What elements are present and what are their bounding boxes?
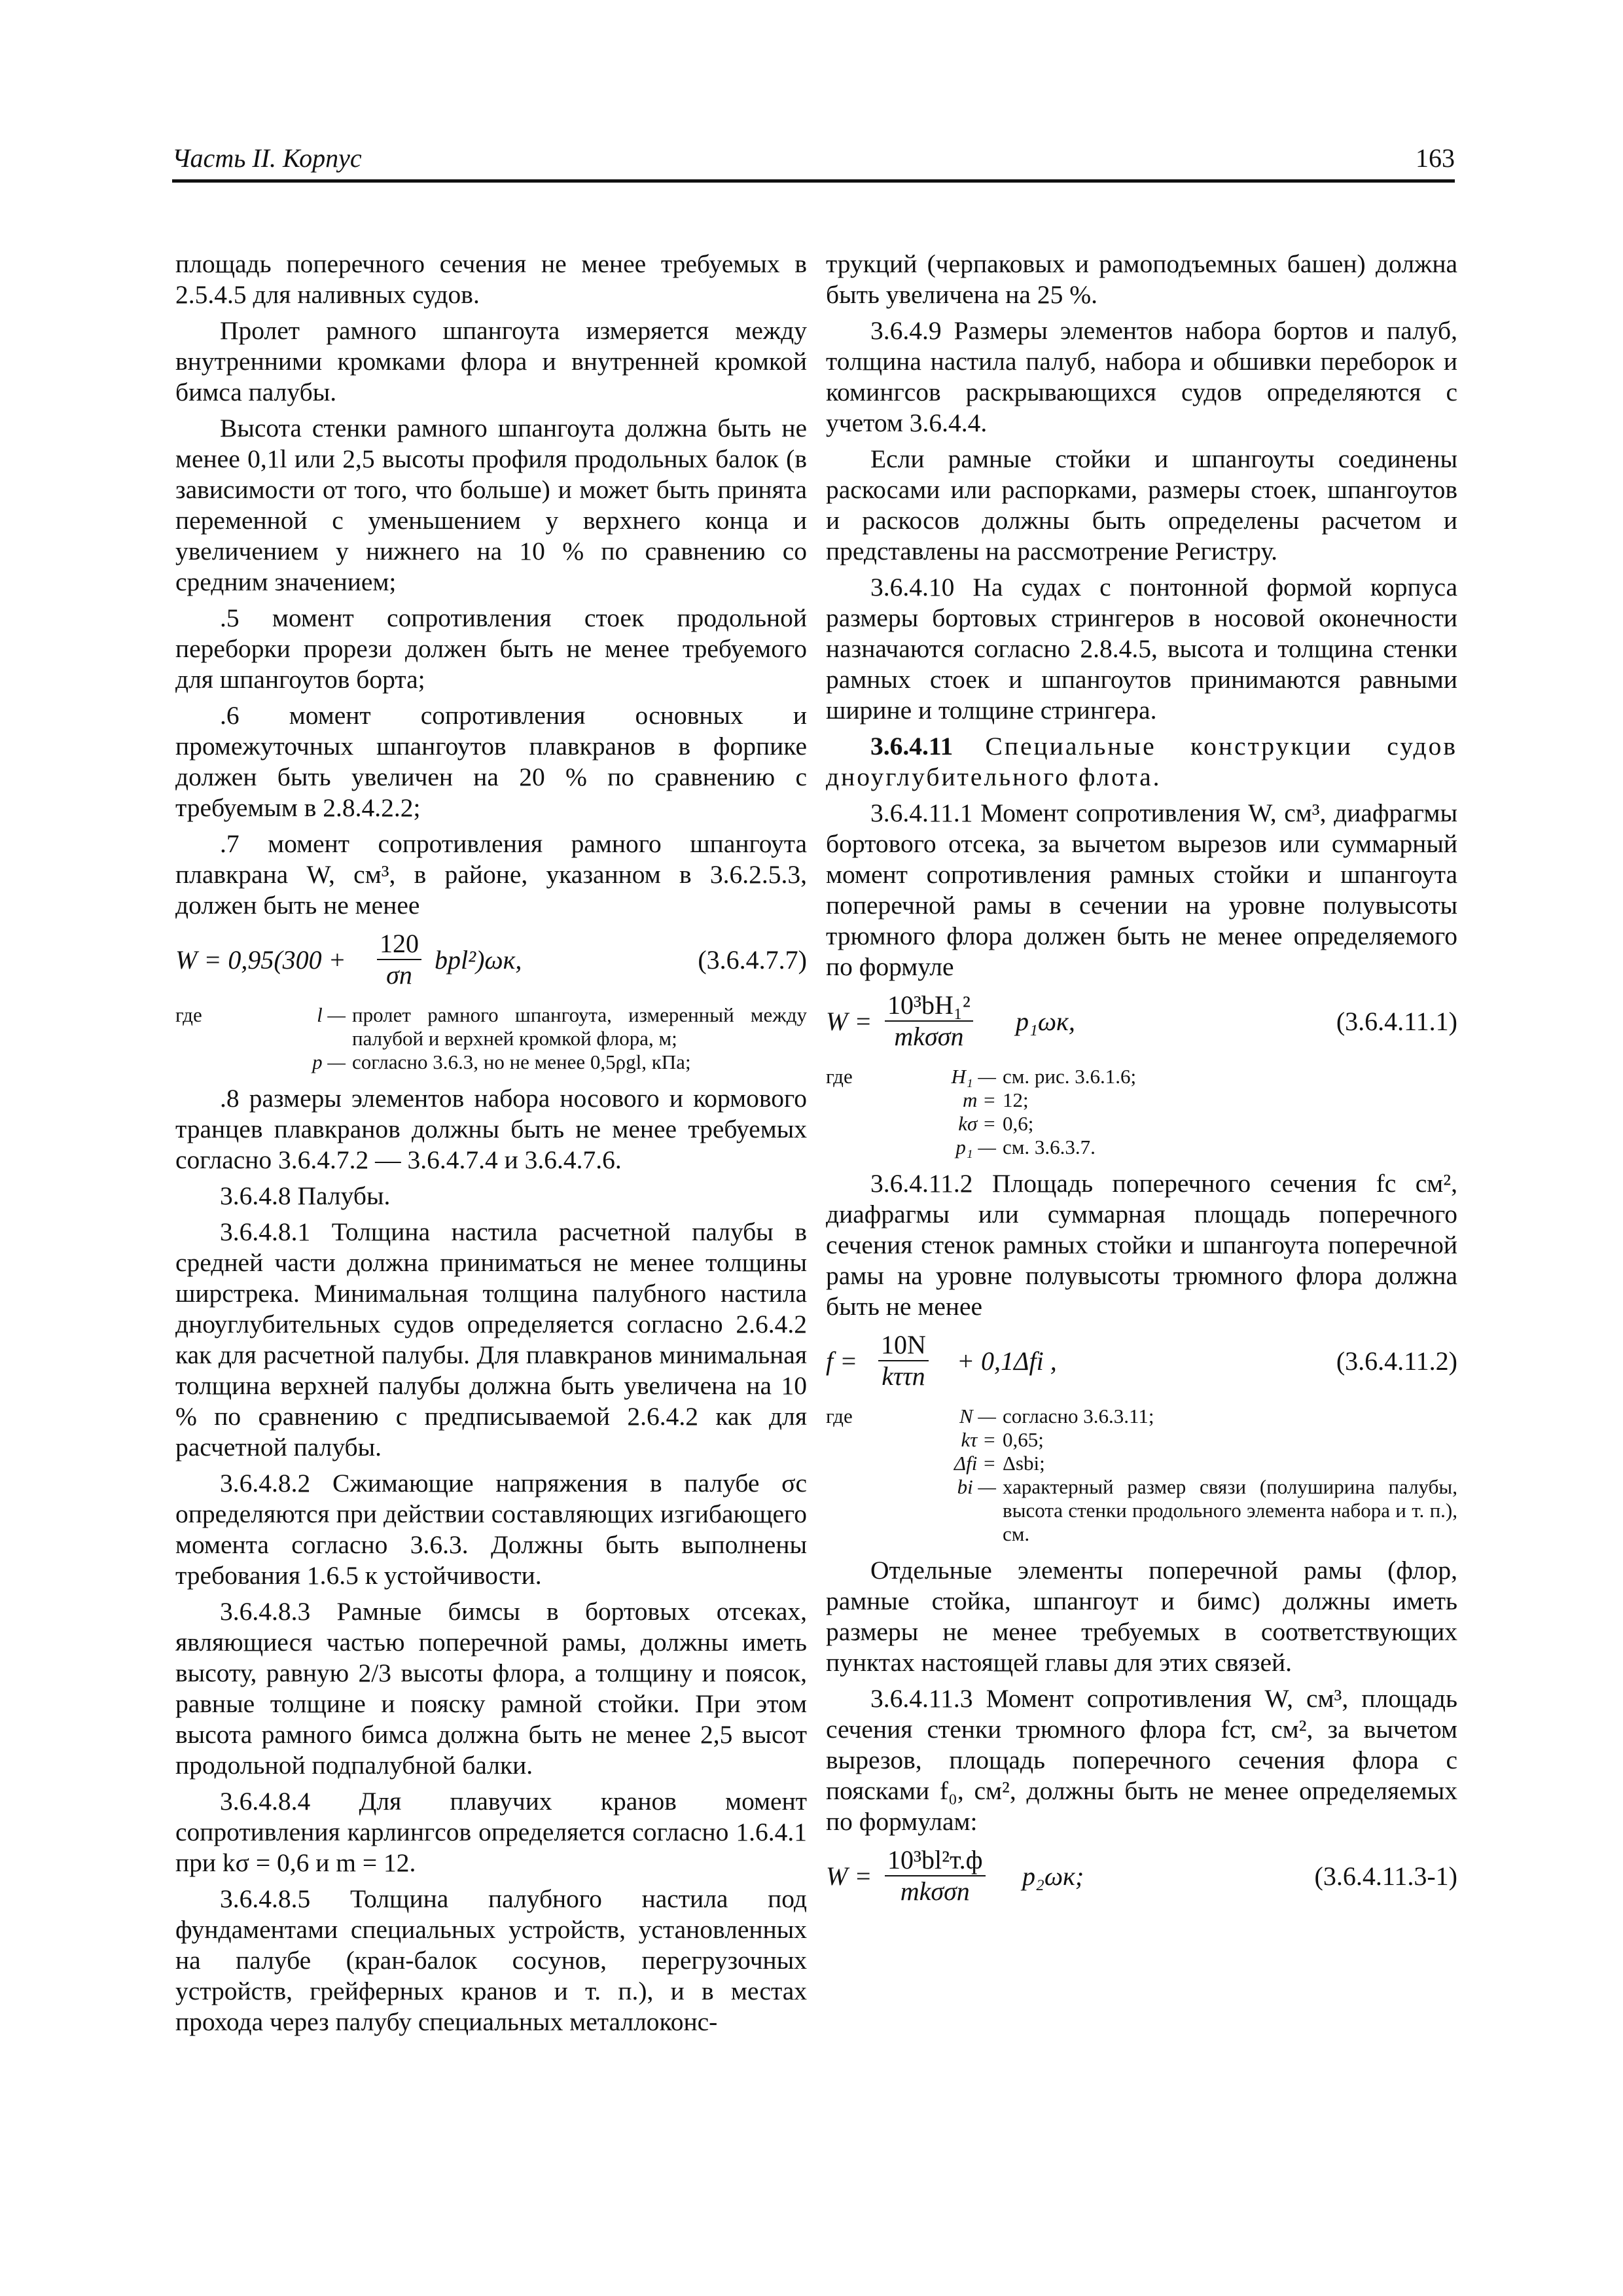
paragraph: .5 момент сопротивления стоек продольной переборки прорези должен быть не менее требуемого для шпангоутов борта; (175, 603, 807, 694)
legend-lead: где (826, 1065, 853, 1088)
legend-row (826, 1475, 1457, 1546)
formula-3-6-4-11-2 (826, 1327, 1457, 1399)
paragraph: 3.6.4.8.2 Сжимающие напряжения в палубе σc определяются при действии составляющих изгибающего момента согласно 3.6.3. Должны быть выполнены требования 1.6.5 к устойчивости. (175, 1469, 807, 1590)
fraction-numerator: 10³bl²т.ф (885, 1845, 986, 1876)
paragraph: .7 момент сопротивления рамного шпангоута плавкрана W, см³, в районе, указанном в 3.6.2.5.3, должен быть не менее (175, 829, 807, 920)
paragraph: Если рамные стойки и шпангоуты соединены раскосами или распорками, размеры стоек, шпангоутов и раскосов должны быть определены расчетом и представлены на рассмотрение Регистру. (826, 444, 1457, 565)
section-title: Специальные конструкции судов дноуглубительного флота. (826, 732, 1457, 791)
legend-text: 0,6; (1003, 1112, 1034, 1135)
legend-symbol: N — (959, 1405, 996, 1427)
legend-symbol: bi — (957, 1475, 996, 1498)
fraction-denominator: mkσσn (900, 1876, 970, 1906)
formula-lhs: W = (826, 1007, 872, 1036)
paragraph: 3.6.4.8.5 Толщина палубного настила под фундаментами специальных устройств, установленных на палубе (кран-балок сосунов, перегрузочных устройств, грейферных кранов и т. п.), и в местах прохода через палубу специальных металлоконс- (175, 1884, 807, 2036)
legend-row (826, 1428, 1457, 1452)
page-header (172, 143, 1455, 183)
legend-symbol: l — (317, 1003, 346, 1026)
formula-fraction (885, 990, 973, 1052)
paragraph: 3.6.4.11.1 Момент сопротивления W, см³, диафрагмы бортового отсека, за вычетом вырезов или суммарный момент сопротивления рамных стойки и шпангоута поперечной рамы в сечении на уровне полувысоты трюмного флора должен быть не менее определяемого по формуле (826, 798, 1457, 981)
legend-symbol: H₁ — (951, 1065, 996, 1088)
paragraph: Высота стенки рамного шпангоута должна быть не менее 0,1l или 2,5 высоты профиля продольных балок (в зависимости от того, что больше) и может быть принята переменной с уменьшением у верхнего конца и увеличением у нижнего на 10 % по сравнению со средним значением; (175, 414, 807, 596)
formula-fraction (377, 929, 421, 990)
equation-number: (3.6.4.7.7) (698, 945, 807, 975)
paragraph: 3.6.4.8.1 Толщина настила расчетной палубы в средней части должна приниматься не менее толщины ширстрека. Минимальная толщина палубного настила дноуглубительных судов определяется согласно 2.6.4.2 как для расчетной палубы. Для плавкранов минимальная толщина верхней палубы должна быть увеличена на 10 % по сравнению с предписываемой 2.6.4.2 как для расчетной палубы. (175, 1217, 807, 1462)
formula-lhs: W = 0,95(300 + (175, 945, 346, 975)
formula-3-6-4-11-3-1 (826, 1842, 1457, 1914)
legend-text: пролет рамного шпангоута, измеренный между палубой и верхней кромкой флора, м; (352, 1003, 807, 1050)
fraction-numerator: 10N (878, 1330, 929, 1361)
left-column (175, 249, 807, 2043)
paragraph: площадь поперечного сечения не менее требуемых в 2.5.4.5 для наливных судов. (175, 249, 807, 309)
legend-lead (826, 1112, 898, 1136)
paragraph: 3.6.4.8.4 Для плавучих кранов момент сопротивления карлингсов определяется согласно 1.6.4.1 при kσ = 0,6 и m = 12. (175, 1787, 807, 1877)
formula-3-6-4-7-7 (175, 926, 807, 998)
paragraph: Отдельные элементы поперечной рамы (флор, рамные стойка, шпангоут и бимс) должны иметь размеры не менее требуемых в соответствующих пунктах настоящей главы для этих связей. (826, 1556, 1457, 1677)
equation-number: (3.6.4.11.2) (1336, 1346, 1457, 1376)
section-number: 3.6.4.11 (870, 732, 954, 761)
page-number: 163 (1416, 143, 1455, 173)
legend-row (826, 1452, 1457, 1475)
legend-text: 12; (1003, 1088, 1029, 1111)
running-title: Часть II. Корпус (172, 143, 362, 173)
legend-row (826, 1065, 1457, 1088)
legend-text: характерный размер связи (полуширина палубы, высота стенки продольного элемента набора и т. п.), см. (1003, 1475, 1457, 1545)
legend-row (826, 1088, 1457, 1112)
legend-lead: где (826, 1405, 853, 1427)
paragraph: Пролет рамного шпангоута измеряется между внутренними кромками флора и внутренней кромкой бимса палубы. (175, 316, 807, 406)
legend-text: см. рис. 3.6.1.6; (1003, 1065, 1137, 1088)
section-heading: 3.6.4.8 Палубы. (220, 1181, 391, 1210)
formula-rhs: p₂ωк; (1022, 1861, 1084, 1891)
paragraph: .8 размеры элементов набора носового и кормового транцев плавкранов должны быть не менее требуемых согласно 3.6.4.7.2 — 3.6.4.7.4 и 3.6.4.7.6. (175, 1084, 807, 1174)
formula-rhs: + 0,1Δfi , (957, 1346, 1057, 1376)
legend-symbol: kσ = (958, 1112, 996, 1135)
formula-rhs: bpl²)ωк, (435, 945, 522, 975)
legend-row (175, 1050, 807, 1074)
legend-row (826, 1405, 1457, 1428)
legend-symbol: kτ = (961, 1428, 996, 1451)
fraction-numerator: 10³bH₁² (885, 990, 973, 1022)
legend-symbol: p — (312, 1050, 346, 1073)
legend-text: согласно 3.6.3.11; (1003, 1405, 1154, 1427)
legend-lead: где (175, 1003, 202, 1026)
formula-legend (175, 1003, 807, 1074)
legend-row (175, 1003, 807, 1050)
paragraph: 3.6.4.11.3 Момент сопротивления W, см³, площадь сечения стенки трюмного флора fст, см², за вычетом вырезов, площадь поперечного сечения флора с поясками f₀, см², должны быть не менее определяемых по формулам: (826, 1684, 1457, 1836)
formula-legend (826, 1405, 1457, 1546)
legend-lead (826, 1452, 898, 1475)
legend-row (826, 1112, 1457, 1136)
legend-lead (826, 1136, 898, 1159)
legend-symbol: Δfi = (954, 1452, 996, 1475)
fraction-denominator: σn (386, 960, 412, 990)
paragraph: 3.6.4.11.2 Площадь поперечного сечения fс см², диафрагмы или суммарная площадь поперечного сечения стенок рамных стойки и шпангоута поперечной рамы на уровне полувысоты трюмного флора должна быть не менее (826, 1169, 1457, 1321)
formula-lhs: f = (826, 1346, 858, 1376)
formula-rhs: p₁ωк, (1016, 1007, 1075, 1036)
legend-text: Δsbi; (1003, 1452, 1045, 1475)
fraction-denominator: kττn (882, 1361, 925, 1391)
formula-lhs: W = (826, 1861, 872, 1891)
legend-lead (175, 1050, 247, 1074)
section-heading (826, 731, 1457, 793)
equation-number: (3.6.4.11.3-1) (1314, 1861, 1457, 1891)
legend-symbol: m = (962, 1088, 996, 1111)
fraction-denominator: mkσσn (894, 1022, 964, 1051)
paragraph: 3.6.4.10 На судах с понтонной формой корпуса размеры бортовых стрингеров в носовой оконечности назначаются согласно 2.8.4.5, высота и толщина стенки рамных стоек и шпангоутов принимаются равными ширине и толщине стрингера. (826, 573, 1457, 725)
formula-legend (826, 1065, 1457, 1159)
right-column (826, 249, 1457, 1920)
paragraph: 3.6.4.9 Размеры элементов набора бортов и палуб, толщина настила палуб, набора и обшивки переборок и комингсов раскрывающихся судов определяются с учетом 3.6.4.4. (826, 316, 1457, 437)
formula-fraction (885, 1845, 986, 1907)
legend-text: см. 3.6.3.7. (1003, 1136, 1096, 1158)
paragraph: 3.6.4.8.3 Рамные бимсы в бортовых отсеках, являющиеся частью поперечной рамы, должны иметь высоту, равную 2/3 высоты флора, а толщину и поясок, равные толщине и пояску рамной стойки. При этом высота рамного бимса должна быть не менее 2,5 высот продольной подпалубной балки. (175, 1597, 807, 1780)
paragraph: .6 момент сопротивления основных и промежуточных шпангоутов плавкранов в форпике должен быть увеличен на 20 % по сравнению с требуемым в 2.8.4.2.2; (175, 701, 807, 822)
legend-row (826, 1136, 1457, 1159)
legend-lead (826, 1088, 898, 1112)
paragraph: трукций (черпаковых и рамоподъемных башен) должна быть увеличена на 25 %. (826, 249, 1457, 309)
legend-lead (826, 1428, 898, 1452)
legend-text: согласно 3.6.3, но не менее 0,5ρgl, кПа; (352, 1050, 691, 1073)
legend-symbol: p₁ — (955, 1136, 996, 1158)
equation-number: (3.6.4.11.1) (1336, 1007, 1457, 1036)
formula-fraction (878, 1330, 929, 1391)
legend-lead (826, 1475, 898, 1546)
fraction-numerator: 120 (377, 929, 421, 960)
formula-3-6-4-11-1 (826, 988, 1457, 1060)
legend-text: 0,65; (1003, 1428, 1044, 1451)
